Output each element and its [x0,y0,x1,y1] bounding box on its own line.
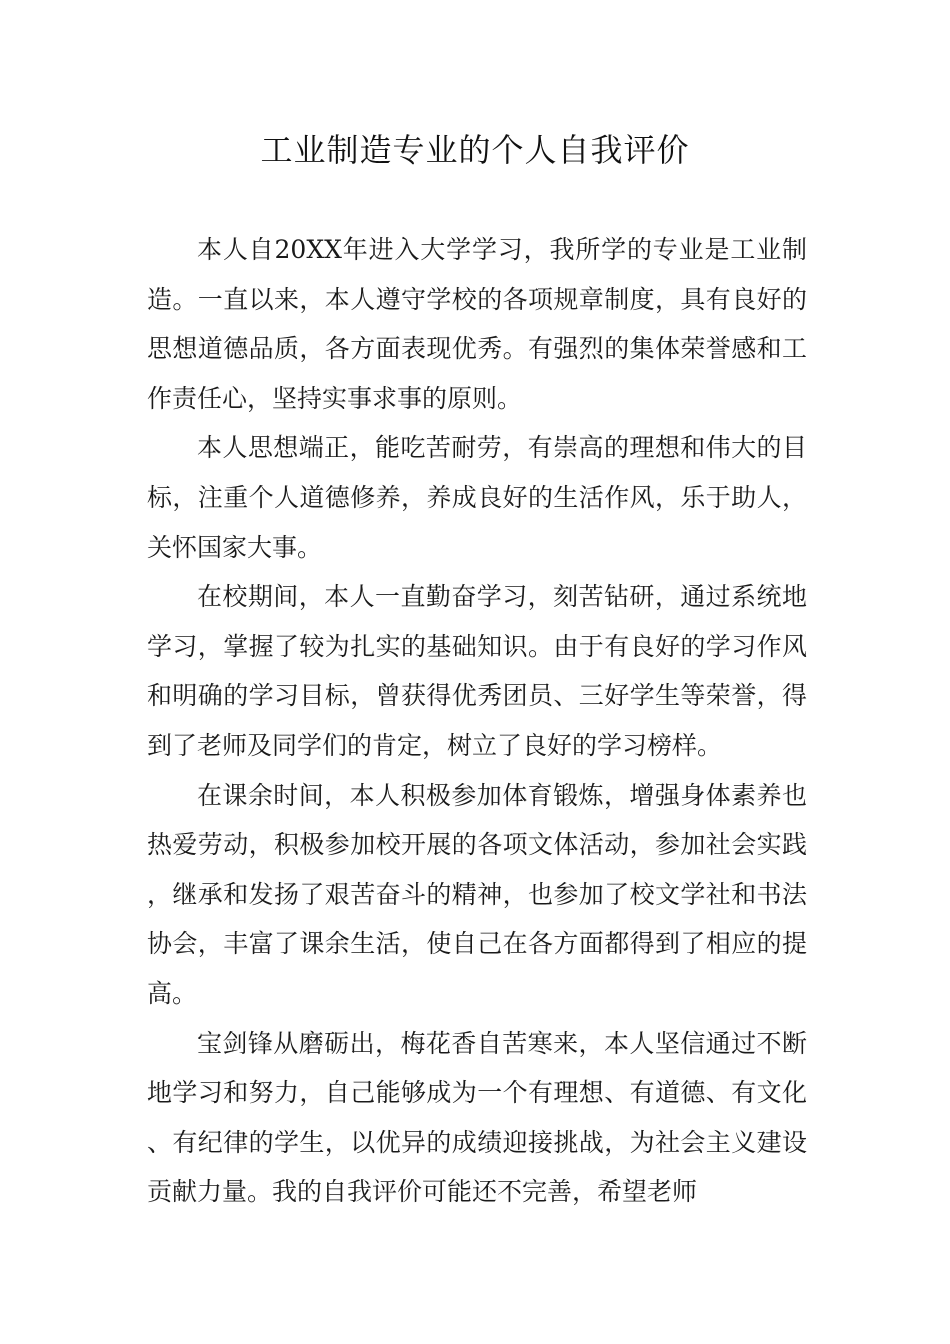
document-title: 工业制造专业的个人自我评价 [260,131,690,169]
paragraph-4: 在课余时间，本人积极参加体育锻炼，增强身体素养也热爱劳动，积极参加校开展的各项文体活动，参加社会实践，继承和发扬了艰苦奋斗的精神，也参加了校文学社和书法协会，丰富了课余生活，使自己在各方面都得到了相应的提高。 [147,780,807,1008]
paragraph-3: 在校期间，本人一直勤奋学习，刻苦钻研，通过系统地学习，掌握了较为扎实的基础知识。由于有良好的学习作风和明确的学习目标，曾获得优秀团员、三好学生等荣誉，得到了老师及同学们的肯定，树立了良好的学习榜样。 [147,582,807,760]
paragraph-5: 宝剑锋从磨砺出，梅花香自苦寒来，本人坚信通过不断地学习和努力，自己能够成为一个有理想、有道德、有文化、有纪律的学生，以优异的成绩迎接挑战，为社会主义建设贡献力量。我的自我评价可能还不完善，希望老师 [147,1028,807,1207]
document-body [147,225,807,1217]
paragraph-1: 本人自20XX年进入大学学习，我所学的专业是工业制造。一直以来，本人遵守学校的各项规章制度，具有良好的思想道德品质，各方面表现优秀。有强烈的集体荣誉感和工作责任心，坚持实事求事的原则。 [147,235,807,413]
paragraph-2: 本人思想端正，能吃苦耐劳，有崇高的理想和伟大的目标，注重个人道德修养，养成良好的生活作风，乐于助人，关怀国家大事。 [147,433,807,562]
